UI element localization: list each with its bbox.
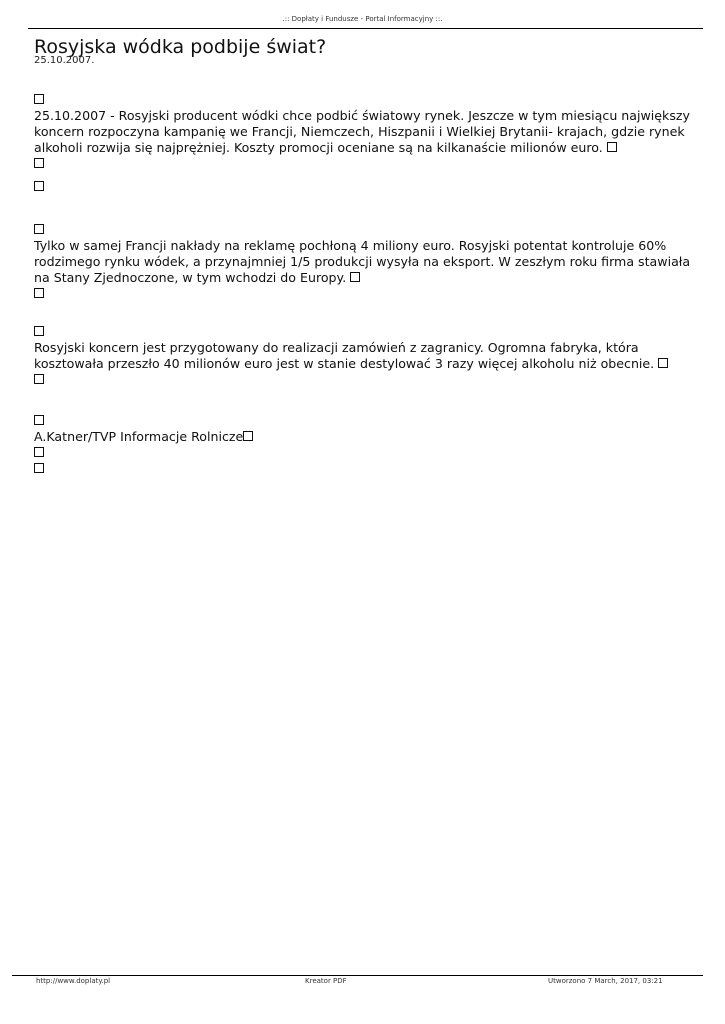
missing-glyph-box-icon <box>243 431 253 441</box>
paragraph-block-1 <box>34 92 689 172</box>
article-title: Rosyjska wódka podbije świat? <box>34 36 327 58</box>
spacer-box-1 <box>34 179 689 195</box>
missing-glyph-box-icon <box>34 181 44 191</box>
missing-glyph-box-icon <box>607 142 617 152</box>
paragraph-line: alkoholi rozwija się najprężniej. Koszty promocji oceniane są na kilkanaście milionów euro. <box>34 140 603 155</box>
source-block <box>34 413 689 477</box>
paragraph-line: 25.10.2007 - Rosyjski producent wódki chce podbić światowy rynek. Jeszcze w tym miesiącu największy <box>34 108 690 123</box>
missing-glyph-box-icon <box>34 158 44 168</box>
header-divider <box>28 28 703 29</box>
footer-url-link[interactable]: http://www.doplaty.pl <box>36 977 111 985</box>
article-date: 25.10.2007. <box>34 55 95 66</box>
missing-glyph-box-icon <box>34 463 44 473</box>
paragraph-line: koncern rozpoczyna kampanię we Francji, Niemczech, Hiszpanii i Wielkiej Brytanii- krajach, gdzie rynek <box>34 124 685 139</box>
paragraph-line: rodzimego rynku wódek, a przynajmniej 1/5 produkcji wysyła na eksport. W zeszłym roku firma stawiała <box>34 254 691 269</box>
paragraph-line: kosztowała przeszło 40 milionów euro jest w stanie destylować 3 razy więcej alkoholu niż obecnie. <box>34 356 655 371</box>
footer-generator: Kreator PDF <box>305 977 347 985</box>
header-site-title: .:: Dopłaty i Fundusze - Portal Informacyjny ::. <box>282 15 443 23</box>
footer-created-timestamp: Utworzono 7 March, 2017, 03:21 <box>548 977 663 985</box>
missing-glyph-box-icon <box>34 288 44 298</box>
paragraph-line: na Stany Zjednoczone, w tym wchodzi do Europy. <box>34 270 347 285</box>
paragraph-block-3 <box>34 324 689 388</box>
missing-glyph-box-icon <box>34 374 44 384</box>
missing-glyph-box-icon <box>34 224 44 234</box>
missing-glyph-box-icon <box>34 415 44 425</box>
article-source: A.Katner/TVP Informacje Rolnicze <box>34 429 244 444</box>
missing-glyph-box-icon <box>34 447 44 457</box>
paragraph-block-2 <box>34 222 689 302</box>
paragraph-line: Rosyjski koncern jest przygotowany do realizacji zamówień z zagranicy. Ogromna fabryka, która <box>34 340 639 355</box>
missing-glyph-box-icon <box>34 326 44 336</box>
missing-glyph-box-icon <box>658 358 668 368</box>
missing-glyph-box-icon <box>34 94 44 104</box>
paragraph-line: Tylko w samej Francji nakłady na reklamę pochłoną 4 miliony euro. Rosyjski potentat kontroluje 60% <box>34 238 667 253</box>
missing-glyph-box-icon <box>350 272 360 282</box>
footer-divider <box>12 975 703 976</box>
